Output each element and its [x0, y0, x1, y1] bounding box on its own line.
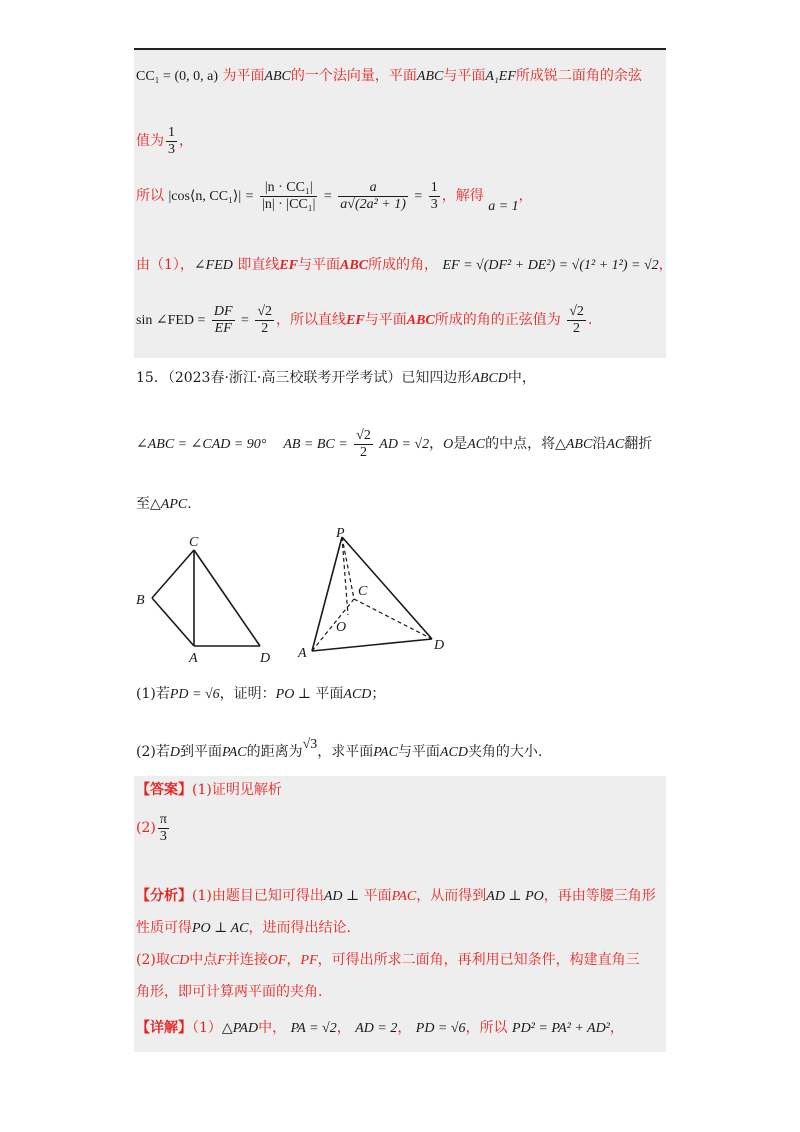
fraction-one-third: $\frac{1}{3}$	[168, 124, 175, 157]
edge-cd-hidden	[354, 599, 432, 639]
figure-quadrilateral	[130, 530, 290, 670]
analysis-line-2: 性质可得PO ⊥ AC，进而得出结论.	[136, 920, 351, 936]
fraction-result: $\frac{1}{3}$	[430, 179, 438, 212]
question-2: (2)若D到平面PAC的距离为√3，求平面PAC与平面ACD夹角的大小.	[136, 737, 543, 760]
edge-po-hidden	[342, 537, 348, 615]
answer-part-2: (2) $\frac{\pi}{3}$	[136, 811, 167, 844]
edge-cd	[194, 550, 260, 646]
question-1: (1)若PD = √6，证明：PO ⊥ 平面ACD；	[136, 686, 386, 702]
solution-line-4: 由（1），∠FED 即直线EF与平面ABC所成的角， EF = √(DF² + DE²) = √(1² + 1²) = √2，	[136, 257, 673, 273]
label-p: P	[336, 526, 345, 541]
analysis-line-1: 【分析】(1)由题目已知可得出AD ⊥ 平面PAC，从而得到AD ⊥ PO，再由等腰三角形	[136, 888, 656, 904]
analysis-line-4: 角形，即可计算两平面的夹角.	[136, 984, 323, 1000]
label-d: D	[434, 638, 445, 653]
label-a: A	[298, 646, 307, 661]
edge-cb	[152, 550, 194, 598]
edge-pd	[342, 537, 432, 639]
problem-conditions: ∠ABC = ∠CAD = 90° AB = BC = $\frac{√2}{2}$ AD = √2，O是AC的中点，将△ABC沿AC翻折	[136, 427, 653, 460]
label-c: C	[358, 584, 368, 599]
solution-line-3: 所以 |cos⟨n, CC₁⟩| = $\frac{\text{|n · CC₁|}}{\text{|n| · |CC₁|}}$ = $\frac{a}{\text{a√(2a² + 1)}}$ = $\frac{1}{3}$ ，解得 a = 1，	[136, 179, 533, 214]
problem-fold-to: 至△APC.	[136, 496, 192, 512]
detail-line: 【详解】（1）△PAD中， PA = √2， AD = 2， PD = √6，所以 PD² = PA² + AD²，	[136, 1020, 624, 1036]
edge-ad	[312, 639, 432, 651]
normal-vector: CC₁ = (0, 0, a)	[136, 69, 218, 84]
problem-header: 15．（2023春·浙江·高三校联考开学考试）已知四边形ABCD中，	[136, 370, 536, 386]
figure-tetrahedron	[290, 525, 460, 665]
fraction-pi-3: $\frac{\pi}{3}$	[159, 811, 167, 844]
fraction-cond: $\frac{√2}{2}$	[356, 427, 371, 460]
analysis-line-3: (2)取CD中点F并连接OF，PF，可得出所求二面角，再利用已知条件，构建直角三	[136, 952, 640, 968]
solution-box-bottom	[134, 776, 666, 1052]
label-b: B	[136, 593, 145, 608]
solution-line-2: 值为 $\frac{1}{3}$ ，	[136, 124, 193, 157]
fraction-a-ratio: $\frac{a}{\text{a√(2a² + 1)}}$	[340, 179, 406, 212]
fraction-sqrt2-2: $\frac{√2}{2}$	[257, 303, 273, 336]
label-d: D	[260, 651, 271, 666]
solution-line-1: CC₁ = (0, 0, a) 为平面ABC的一个法向量，平面ABC与平面A₁EF所成锐二面角的余弦	[136, 68, 642, 84]
fraction-answer-sin: $\frac{√2}{2}$	[569, 303, 584, 336]
label-o: O	[336, 620, 347, 635]
fraction-cos-ratio: $\frac{\text{|n · CC₁|}}{\text{|n| · |CC₁|}}$	[262, 179, 316, 212]
edge-ba	[152, 598, 194, 646]
label-c: C	[189, 535, 199, 550]
solution-line-5: sin ∠FED = $\frac{DF}{EF}$ = $\frac{√2}{2}$ ，所以直线EF与平面ABC所成的角的正弦值为 $\frac{√2}{2}$ .	[136, 303, 593, 336]
fraction-df-ef: $\frac{DF}{EF}$	[213, 303, 233, 336]
label-a: A	[189, 651, 198, 666]
answer-line: 【答案】(1)证明见解析	[136, 782, 282, 798]
